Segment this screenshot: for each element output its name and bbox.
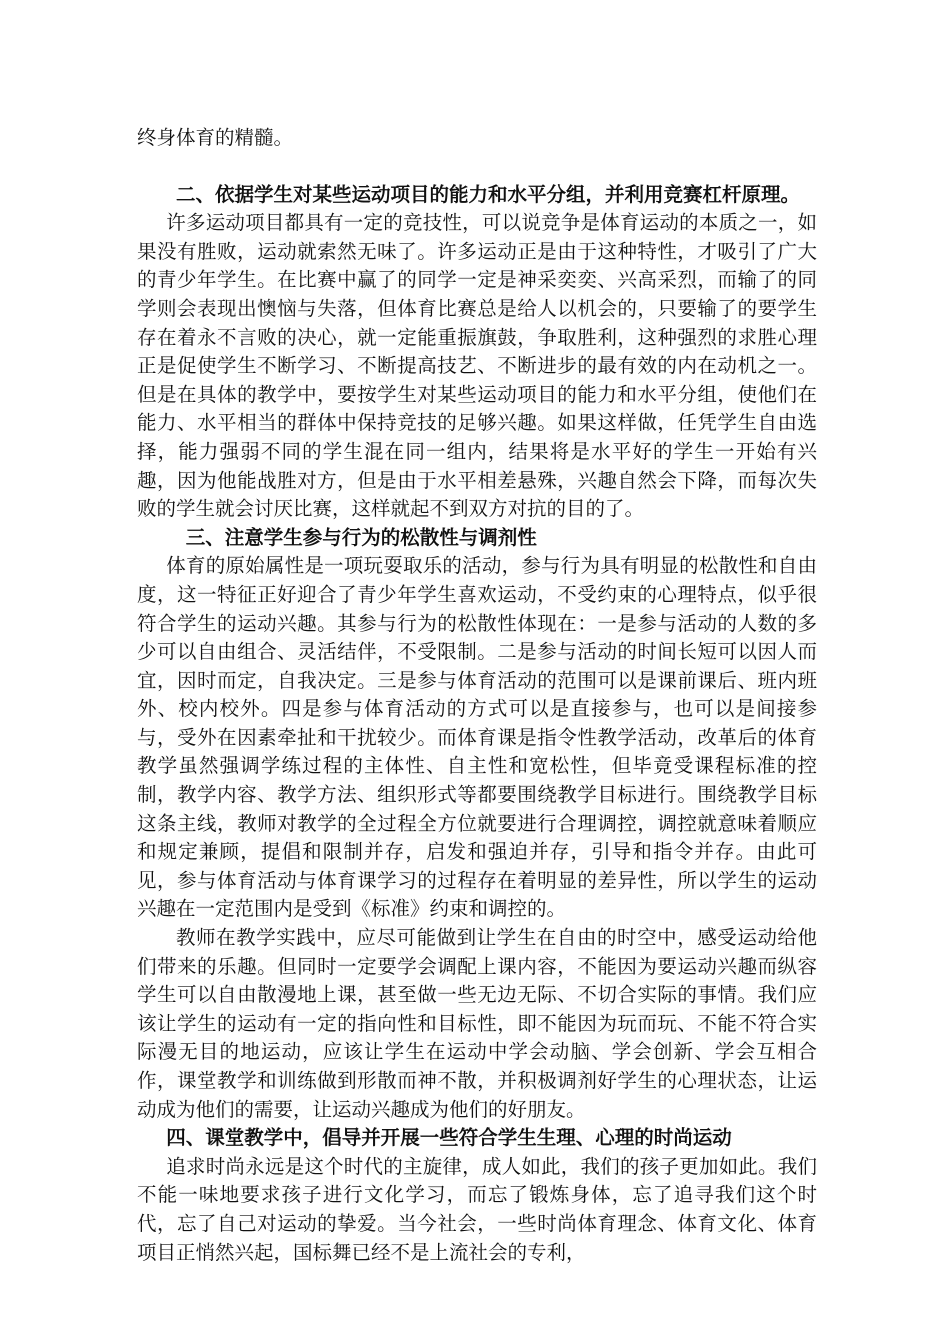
document-body (137, 124, 817, 1267)
section-4-paragraph-1: 追求时尚永远是这个时代的主旋律，成人如此，我们的孩子更加如此。我们不能一味地要求孩子进行文化学习，而忘了锻炼身体，忘了追寻我们这个时代，忘了自己对运动的挚爱。当今社会，一些时尚体育理念、体育文化、体育项目正悄然兴起，国标舞已经不是上流社会的专利， (137, 1154, 817, 1264)
section-3-paragraph-1: 体育的原始属性是一项玩耍取乐的活动，参与行为具有明显的松散性和自由度，这一特征正好迎合了青少年学生喜欢运动，不受约束的心理特点，似乎很符合学生的运动兴趣。其参与行为的松散性体现在：一是参与活动的人数的多少可以自由组合、灵活结伴，不受限制。二是参与活动的时间长短可以因人而宜，因时而定，自我决定。三是参与体育活动的范围可以是课前课后、班内班外、校内校外。四是参与体育活动的方式可以是直接参与，也可以是间接参与，受外在因素牵扯和干扰较少。而体育课是指令性教学活动，改革后的体育教学虽然强调学练过程的主体性、自主性和宽松性，但毕竟受课程标准的控制，教学内容、教学方法、组织形式等都要围绕教学目标进行。围绕教学目标这条主线，教师对教学的全过程全方位就要进行合理调控，调控就意味着顺应和规定兼顾，提倡和限制并存，启发和强迫并存，引导和指令并存。由此可见，参与体育活动与体育课学习的过程存在着明显的差异性，所以学生的运动兴趣在一定范围内是受到《标准》约束和调控的。 (137, 554, 817, 921)
section-2-paragraph-1: 许多运动项目都具有一定的竞技性，可以说竞争是体育运动的本质之一，如果没有胜败，运动就索然无味了。许多运动正是由于这种特性，才吸引了广大的青少年学生。在比赛中赢了的同学一定是神采奕奕、兴高采烈，而输了的同学则会表现出懊恼与失落，但体育比赛总是给人以机会的，只要输了的要学生存在着永不言败的决心，就一定能重振旗鼓，争取胜利，这种强烈的求胜心理正是促使学生不断学习、不断提高技艺、不断进步的最有效的内在动机之一。但是在具体的教学中，要按学生对某些运动项目的能力和水平分组，使他们在能力、水平相当的群体中保持竞技的足够兴趣。如果这样做，任凭学生自由选择，能力强弱不同的学生混在同一组内，结果将是水平好的学生一开始有兴趣，因为他能战胜对方，但是由于水平相差悬殊，兴趣自然会下降，而每次失败的学生就会讨厌比赛，这样就起不到双方对抗的目的了。 (137, 211, 817, 521)
lead-text: 终身体育的精髓。 (137, 126, 294, 149)
section-heading-4: 四、课堂教学中，倡导并开展一些符合学生生理、心理的时尚运动 (166, 1126, 732, 1150)
section-heading-2: 二、依据学生对某些运动项目的能力和水平分组，并利用竞赛杠杆原理。 (176, 182, 801, 206)
section-3-paragraph-2: 教师在教学实践中，应尽可能做到让学生在自由的时空中，感受运动给他们带来的乐趣。但同时一定要学会调配上课内容，不能因为要运动兴趣而纵容学生可以自由散漫地上课，甚至做一些无边无际、不切合实际的事情。我们应该让学生的运动有一定的指向性和目标性，即不能因为玩而玩、不能不符合实际漫无目的地运动，应该让学生在运动中学会动脑、学会创新、学会互相合作，课堂教学和训练做到形散而神不散，并积极调剂好学生的心理状态，让运动成为他们的需要，让运动兴趣成为他们的好朋友。 (137, 926, 817, 1121)
section-heading-3: 三、注意学生参与行为的松散性与调剂性 (185, 525, 537, 549)
